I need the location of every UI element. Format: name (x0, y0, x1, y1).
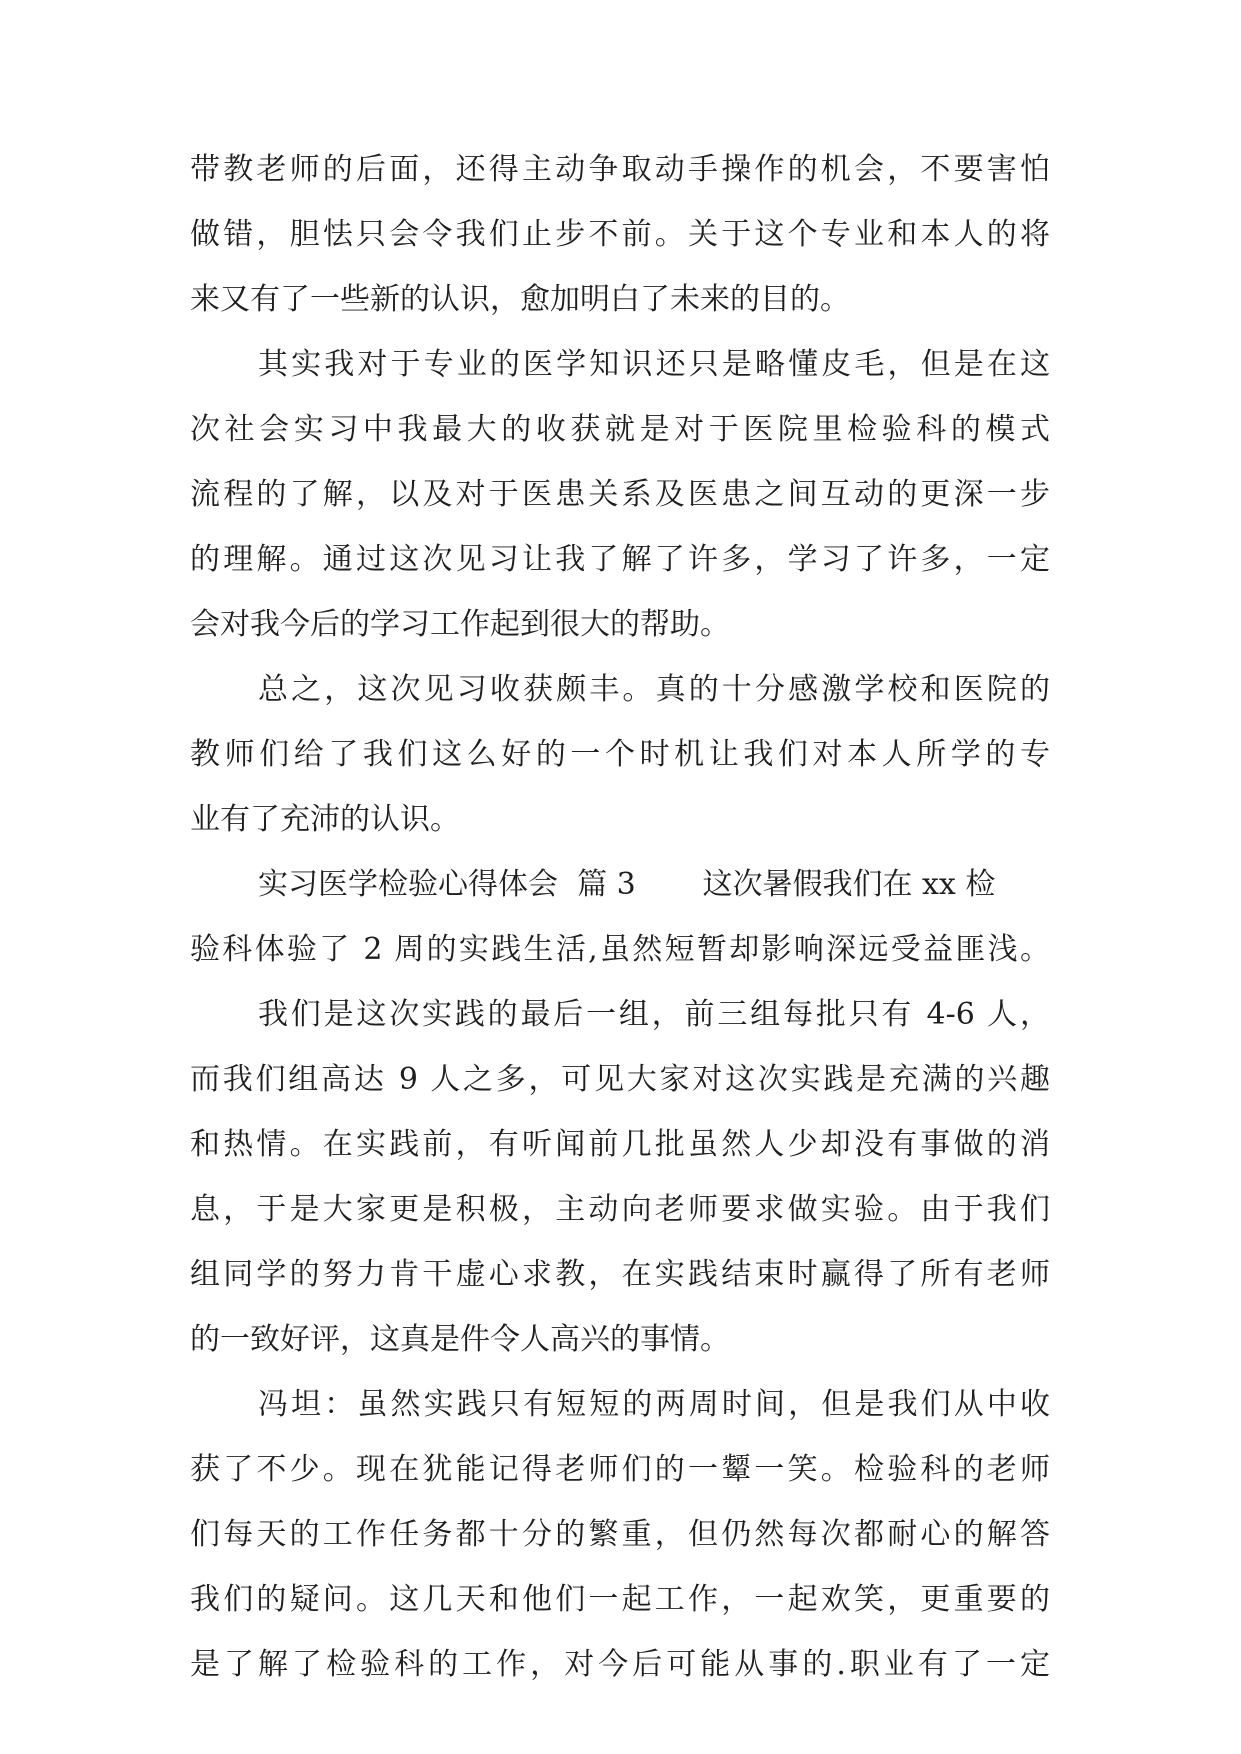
text-line: 们每天的工作任务都十分的繁重，但仍然每次都耐心的解答 (190, 1517, 1050, 1552)
text-line: 次社会实习中我最大的收获就是对于医院里检验科的模式 (190, 412, 1050, 447)
text-line: 和热情。在实践前，有听闻前几批虽然人少却没有事做的消 (190, 1127, 1050, 1162)
section-heading-line: 实习医学检验心得体会 篇 3 这次暑假我们在 xx 检 (258, 867, 996, 902)
text-line: 其实我对于专业的医学知识还只是略懂皮毛，但是在这 (258, 347, 1050, 382)
text-line: 会对我今后的学习工作起到很大的帮助。 (190, 607, 730, 642)
text-line: 来又有了一些新的认识，愈加明白了未来的目的。 (190, 282, 850, 317)
text-line: 息，于是大家更是积极，主动向老师要求做实验。由于我们 (190, 1192, 1050, 1227)
text-line: 的理解。通过这次见习让我了解了许多，学习了许多，一定 (190, 542, 1050, 577)
text-line: 获了不少。现在犹能记得老师们的一颦一笑。检验科的老师 (190, 1452, 1050, 1487)
text-line: 验科体验了 2 周的实践生活,虽然短暂却影响深远受益匪浅。 (190, 932, 1050, 967)
text-line: 而我们组高达 9 人之多，可见大家对这次实践是充满的兴趣 (190, 1062, 1050, 1097)
text-line: 是了解了检验科的工作，对今后可能从事的.职业有了一定 (190, 1647, 1050, 1682)
text-line: 做错，胆怯只会令我们止步不前。关于这个专业和本人的将 (190, 217, 1050, 252)
text-line: 流程的了解，以及对于医患关系及医患之间互动的更深一步 (190, 477, 1050, 512)
text-line: 的一致好评，这真是件令人高兴的事情。 (190, 1322, 730, 1357)
text-line: 教师们给了我们这么好的一个时机让我们对本人所学的专 (190, 737, 1050, 772)
text-line: 我们是这次实践的最后一组，前三组每批只有 4-6 人， (258, 997, 1050, 1032)
text-line: 组同学的努力肯干虚心求教，在实践结束时赢得了所有老师 (190, 1257, 1050, 1292)
text-line: 冯坦：虽然实践只有短短的两周时间，但是我们从中收 (258, 1387, 1050, 1422)
text-line: 业有了充沛的认识。 (190, 802, 460, 837)
text-line: 我们的疑问。这几天和他们一起工作，一起欢笑，更重要的 (190, 1582, 1050, 1617)
text-line: 总之，这次见习收获颇丰。真的十分感激学校和医院的 (258, 672, 1050, 707)
text-line: 带教老师的后面，还得主动争取动手操作的机会，不要害怕 (190, 152, 1050, 187)
